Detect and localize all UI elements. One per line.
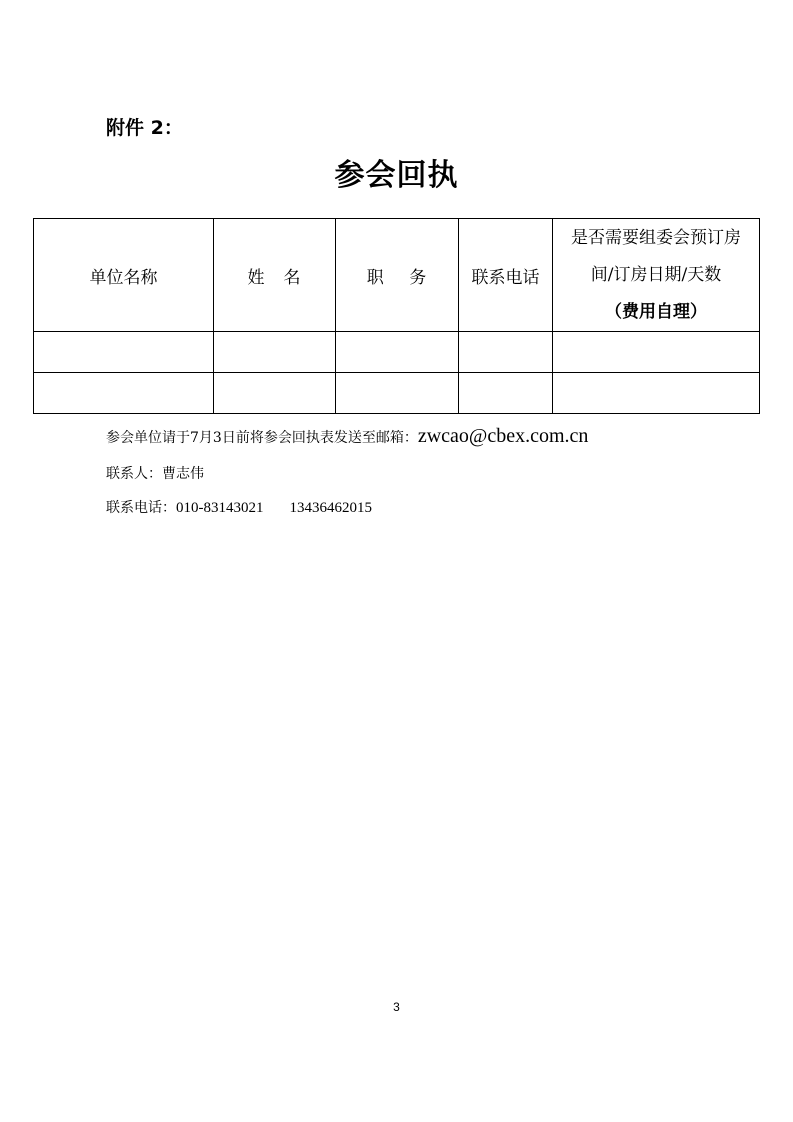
header-name: 姓 名 (214, 219, 336, 332)
reply-form-table (33, 218, 760, 414)
header-phone: 联系电话 (459, 219, 553, 332)
header-room-note: （费用自理） (605, 301, 707, 322)
page-number: 3 (393, 1000, 400, 1014)
table-header-row (34, 219, 760, 332)
header-room-line1: 是否需要组委会预订房 (571, 227, 741, 248)
cell-room-booking[interactable] (553, 373, 760, 414)
cell-position[interactable] (336, 373, 459, 414)
submission-notice (106, 425, 588, 448)
notice-email[interactable]: zwcao@cbex.com.cn (417, 425, 589, 447)
cell-room-booking[interactable] (553, 332, 760, 373)
contact-name: 曹志伟 (162, 466, 204, 482)
header-position: 职 务 (336, 219, 459, 332)
phone-number-1: 010-83143021 (176, 500, 264, 516)
cell-phone[interactable] (459, 332, 553, 373)
cell-position[interactable] (336, 332, 459, 373)
notice-text: 参会单位请于7月3日前将参会回执表发送至邮箱： (106, 430, 418, 446)
header-room-line2: 间/订房日期/天数 (590, 264, 722, 285)
cell-name[interactable] (214, 373, 336, 414)
contact-person-line (106, 463, 204, 483)
header-room-booking (553, 219, 760, 332)
phone-number-2: 13436462015 (289, 500, 372, 516)
contact-phone-line (106, 497, 372, 517)
table-row (34, 373, 760, 414)
attachment-label: 附件 2： (106, 117, 183, 139)
header-unit-name: 单位名称 (34, 219, 214, 332)
cell-phone[interactable] (459, 373, 553, 414)
table-row (34, 332, 760, 373)
phone-label: 联系电话： (106, 500, 176, 516)
contact-label: 联系人： (106, 466, 162, 482)
document-title: 参会回执 (334, 158, 459, 193)
cell-name[interactable] (214, 332, 336, 373)
cell-unit-name[interactable] (34, 373, 214, 414)
cell-unit-name[interactable] (34, 332, 214, 373)
